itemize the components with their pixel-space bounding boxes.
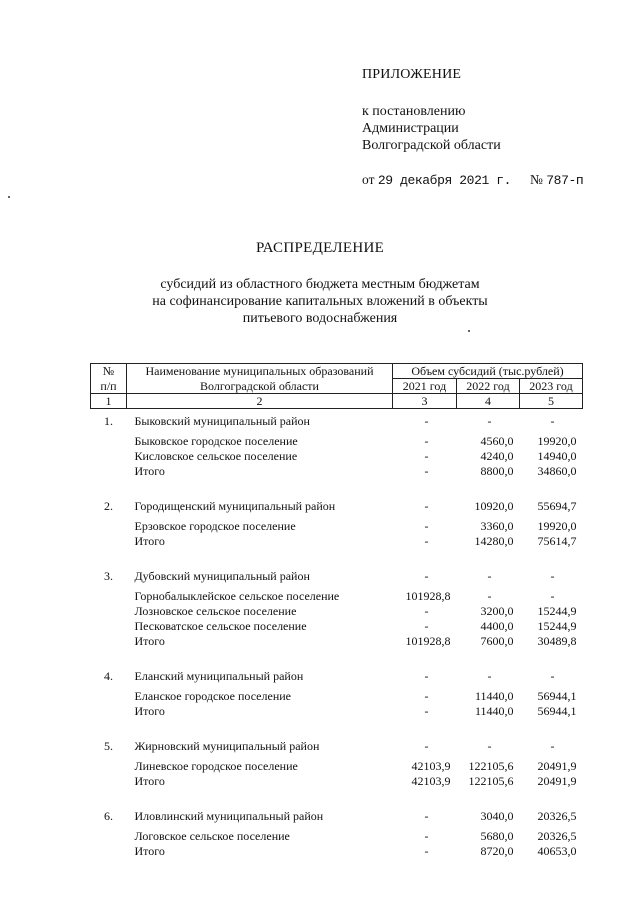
spacer-cell xyxy=(127,789,393,804)
spacer-cell xyxy=(457,479,520,494)
value-2023: 34860,0 xyxy=(537,464,577,478)
settlement-row xyxy=(91,689,583,704)
row-number xyxy=(91,829,127,844)
row-number xyxy=(91,589,127,604)
total-row xyxy=(91,774,583,789)
value-2022: 10920,0 xyxy=(474,499,514,513)
district-row xyxy=(91,809,583,824)
value-2023: 15244,9 xyxy=(537,604,577,618)
settlement-name: Итого xyxy=(134,534,165,548)
value-2022: - xyxy=(487,589,492,603)
value-2022: - xyxy=(487,569,492,583)
value-2022: 3200,0 xyxy=(480,604,514,618)
settlement-name: Песковатское сельское поселение xyxy=(134,619,307,633)
decree-number-label: № xyxy=(530,172,543,187)
appendix-gap xyxy=(362,83,501,103)
settlement-name: Итого xyxy=(134,844,165,858)
spacer-cell xyxy=(457,649,520,664)
scan-speck xyxy=(468,330,470,332)
row-number xyxy=(91,619,127,634)
value-2022: 14280,0 xyxy=(474,534,514,548)
spacer-cell xyxy=(127,479,393,494)
subtitle-line-3: питьевого водоснабжения xyxy=(242,311,398,326)
settlement-row xyxy=(91,449,583,464)
district-row xyxy=(91,669,583,684)
value-2021: 42103,9 xyxy=(411,759,451,773)
row-number xyxy=(91,449,127,464)
value-2021: - xyxy=(424,569,429,583)
value-2021: - xyxy=(424,464,429,478)
decree-from-label: от xyxy=(362,172,375,187)
value-2021: - xyxy=(424,449,429,463)
value-2021: - xyxy=(424,844,429,858)
settlement-row xyxy=(91,519,583,534)
spacer-cell xyxy=(91,789,127,804)
row-number xyxy=(91,464,127,479)
row-number xyxy=(91,634,127,649)
value-2021: 101928,8 xyxy=(405,589,451,603)
group-spacer xyxy=(91,719,583,734)
document-subtitle xyxy=(0,276,640,327)
value-2022: 4400,0 xyxy=(480,619,514,633)
value-2023: - xyxy=(550,589,555,603)
district-row xyxy=(91,739,583,754)
spacer-cell xyxy=(91,719,127,734)
district-row xyxy=(91,414,583,429)
value-2022: 122105,6 xyxy=(468,774,514,788)
spacer-cell xyxy=(520,789,583,804)
document-title: РАСПРЕДЕЛЕНИЕ xyxy=(255,240,385,256)
row-number xyxy=(91,534,127,549)
value-2023: 40653,0 xyxy=(537,844,577,858)
spacer-cell xyxy=(457,719,520,734)
value-2022: 5680,0 xyxy=(480,829,514,843)
settlement-name: Лозновское сельское поселение xyxy=(134,604,297,618)
value-2023: 20326,5 xyxy=(537,809,577,823)
decree-number-group xyxy=(530,172,583,188)
value-2021: - xyxy=(424,739,429,753)
value-2023: 20491,9 xyxy=(537,759,577,773)
settlement-name: Ерзовское городское поселение xyxy=(134,519,296,533)
value-2023: 30489,8 xyxy=(537,634,577,648)
index-col-3: 3 xyxy=(393,394,457,409)
settlement-name: Итого xyxy=(134,704,165,718)
header-num: № xyxy=(91,364,127,379)
row-number xyxy=(91,704,127,719)
settlement-row xyxy=(91,589,583,604)
value-2022: 4240,0 xyxy=(480,449,514,463)
total-row xyxy=(91,534,583,549)
settlement-name: Итого xyxy=(134,774,165,788)
value-2023: 56944,1 xyxy=(537,704,577,718)
value-2023: 19920,0 xyxy=(537,519,577,533)
subtitle-line-1: субсидий из областного бюджета местным бюджетам xyxy=(160,277,480,292)
settlement-name: Кисловское сельское поселение xyxy=(134,449,298,463)
spacer-cell xyxy=(393,549,457,564)
spacer-cell xyxy=(457,789,520,804)
table-body xyxy=(91,409,583,860)
value-2021: - xyxy=(424,534,429,548)
settlement-name: Горнобалыклейское сельское поселение xyxy=(134,589,340,603)
value-2023: 15244,9 xyxy=(537,619,577,633)
district-name: Жирновский муниципальный район xyxy=(134,739,320,753)
spacer-cell xyxy=(91,549,127,564)
row-number xyxy=(91,519,127,534)
spacer-cell xyxy=(127,719,393,734)
value-2023: 55694,7 xyxy=(537,499,577,513)
value-2021: 42103,9 xyxy=(411,774,451,788)
district-number: 3. xyxy=(104,569,113,583)
row-number xyxy=(91,774,127,789)
district-row xyxy=(91,569,583,584)
appendix-line-1: к постановлению xyxy=(362,104,466,119)
decree-line xyxy=(362,172,584,188)
district-name: Еланский муниципальный район xyxy=(134,669,304,683)
header-num-2: п/п xyxy=(91,379,127,394)
scan-speck xyxy=(8,196,10,198)
settlement-row xyxy=(91,759,583,774)
district-row xyxy=(91,499,583,514)
value-2022: - xyxy=(487,739,492,753)
spacer-cell xyxy=(91,649,127,664)
district-name: Городищенский муниципальный район xyxy=(134,499,336,513)
value-2022: 8720,0 xyxy=(480,844,514,858)
value-2023: - xyxy=(550,739,555,753)
header-name: Наименование муниципальных образований xyxy=(127,364,393,379)
group-spacer xyxy=(91,649,583,664)
header-year-2023: 2023 год xyxy=(520,379,583,394)
index-col-4: 4 xyxy=(457,394,520,409)
district-number: 1. xyxy=(104,414,113,428)
index-col-2: 2 xyxy=(127,394,393,409)
value-2023: 19920,0 xyxy=(537,434,577,448)
spacer-cell xyxy=(127,649,393,664)
value-2021: - xyxy=(424,689,429,703)
settlement-row xyxy=(91,604,583,619)
value-2023: - xyxy=(550,569,555,583)
value-2021: - xyxy=(424,604,429,618)
settlement-row xyxy=(91,434,583,449)
value-2023: 56944,1 xyxy=(537,689,577,703)
value-2022: 3040,0 xyxy=(480,809,514,823)
group-spacer xyxy=(91,789,583,804)
district-name: Дубовский муниципальный район xyxy=(134,569,310,583)
settlement-name: Линевское городское поселение xyxy=(134,759,298,773)
value-2022: - xyxy=(487,414,492,428)
spacer-cell xyxy=(520,649,583,664)
row-number xyxy=(91,604,127,619)
total-row xyxy=(91,704,583,719)
district-number: 5. xyxy=(104,739,113,753)
spacer-cell xyxy=(393,479,457,494)
header-year-2021: 2021 год xyxy=(393,379,457,394)
value-2021: 101928,8 xyxy=(405,634,451,648)
row-number xyxy=(91,844,127,859)
value-2023: 20326,5 xyxy=(537,829,577,843)
district-name: Иловлинский муниципальный район xyxy=(134,809,324,823)
group-spacer xyxy=(91,479,583,494)
appendix-line-3: Волгоградской области xyxy=(362,138,501,153)
spacer-cell xyxy=(520,719,583,734)
value-2021: - xyxy=(424,809,429,823)
value-2022: - xyxy=(487,669,492,683)
index-col-1: 1 xyxy=(91,394,127,409)
value-2021: - xyxy=(424,519,429,533)
district-number: 6. xyxy=(104,809,113,823)
total-row xyxy=(91,634,583,649)
value-2022: 3360,0 xyxy=(480,519,514,533)
district-number: 4. xyxy=(104,669,113,683)
appendix-line-2: Администрации xyxy=(362,121,459,136)
value-2023: 75614,7 xyxy=(537,534,577,548)
spacer-cell xyxy=(520,479,583,494)
value-2021: - xyxy=(424,434,429,448)
settlement-name: Логовское сельское поселение xyxy=(134,829,290,843)
decree-number: 787-п xyxy=(546,173,584,188)
value-2021: - xyxy=(424,669,429,683)
settlement-row xyxy=(91,619,583,634)
district-number: 2. xyxy=(104,499,113,513)
value-2023: 20491,9 xyxy=(537,774,577,788)
value-2021: - xyxy=(424,414,429,428)
value-2022: 122105,6 xyxy=(468,759,514,773)
settlement-row xyxy=(91,829,583,844)
settlement-name: Быковское городское поселение xyxy=(134,434,298,448)
settlement-name: Еланское городское поселение xyxy=(134,689,291,703)
settlement-name: Итого xyxy=(134,634,165,648)
value-2021: - xyxy=(424,829,429,843)
spacer-cell xyxy=(457,549,520,564)
total-row xyxy=(91,464,583,479)
appendix-title: ПРИЛОЖЕНИЕ xyxy=(362,67,462,82)
spacer-cell xyxy=(393,649,457,664)
value-2023: - xyxy=(550,669,555,683)
row-number xyxy=(91,759,127,774)
row-number xyxy=(91,434,127,449)
value-2023: 14940,0 xyxy=(537,449,577,463)
value-2022: 7600,0 xyxy=(480,634,514,648)
spacer-cell xyxy=(520,549,583,564)
value-2021: - xyxy=(424,704,429,718)
index-col-5: 5 xyxy=(520,394,583,409)
spacer-cell xyxy=(91,479,127,494)
total-row xyxy=(91,844,583,859)
distribution-table xyxy=(90,363,583,859)
subtitle-line-2: на софинансирование капитальных вложений в объекты xyxy=(152,294,488,309)
value-2022: 11440,0 xyxy=(474,704,514,718)
value-2022: 4560,0 xyxy=(480,434,514,448)
spacer-cell xyxy=(393,789,457,804)
header-volume: Объем субсидий (тыс.рублей) xyxy=(393,364,583,379)
decree-date: 29 декабря 2021 г. xyxy=(377,173,512,188)
row-number xyxy=(91,689,127,704)
group-spacer xyxy=(91,549,583,564)
spacer-cell xyxy=(127,549,393,564)
header-year-2022: 2022 год xyxy=(457,379,520,394)
value-2021: - xyxy=(424,619,429,633)
value-2022: 11440,0 xyxy=(474,689,514,703)
value-2022: 8800,0 xyxy=(480,464,514,478)
district-name: Быковский муниципальный район xyxy=(134,414,310,428)
spacer-cell xyxy=(393,719,457,734)
value-2023: - xyxy=(550,414,555,428)
value-2021: - xyxy=(424,499,429,513)
settlement-name: Итого xyxy=(134,464,165,478)
header-name-2: Волгоградской области xyxy=(127,379,393,394)
appendix-block xyxy=(362,66,501,154)
